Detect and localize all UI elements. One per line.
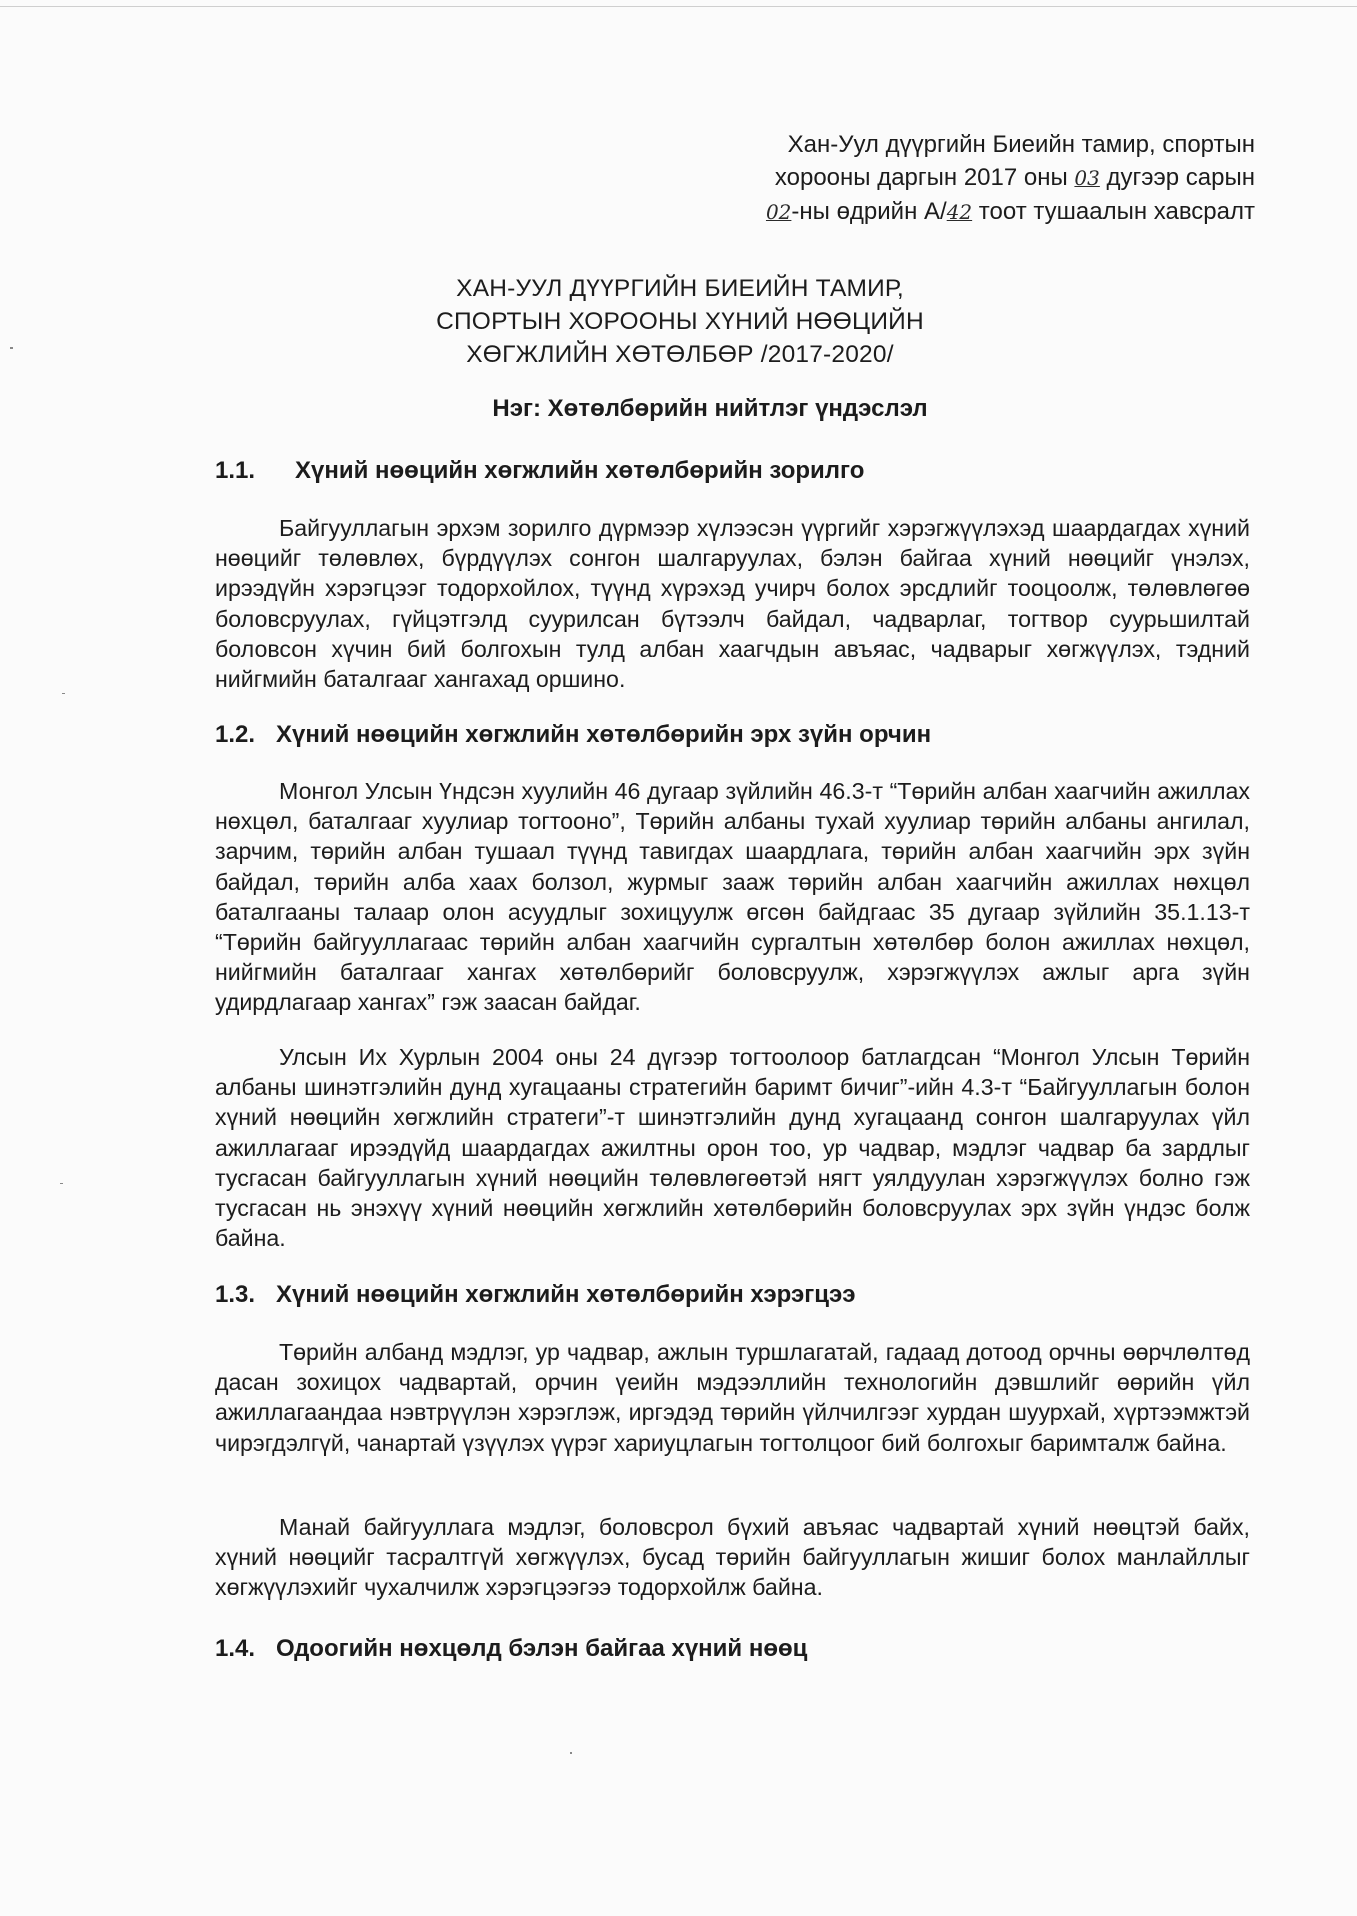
header-text: хорооны даргын 2017 оны [774, 164, 1075, 191]
paragraph: Байгууллагын эрхэм зорилго дүрмээр хүлээсэн үүргийг хэрэгжүүлэхэд шаардагдах хүний нөөцийг төлөвлөх, бүрдүүлэх сонгон шалгаруулах, бэлэн байгаа хүний нөөцийг үнэлэх, ирээдүйн хэрэгцээг тодорхойлох, түүнд хүрэхэд учирч болох эрсдлийг тооцоолж, төлөвлөгөө боловсруулах, гүйцэтгэлд суурилсан бүтээлч байдал, чадварлаг, тогтвор суурьшилтай боловсон хүчин бий болгохын тулд албан хаагчдын авъяас, чадварыг хөгжүүлэх, тэдний нийгмийн баталгааг хангахад оршино. [215, 515, 1250, 693]
section-number: 1.1. [215, 457, 256, 484]
paragraph: Улсын Их Хурлын 2004 оны 24 дүгээр тогтоолоор батлагдсан “Монгол Улсын Төрийн албаны шинэтгэлийн дунд хугацааны стратегийн баримт бичиг”-ийн 4.3-т “Байгууллагын болон хүний нөөцийн хөгжлийн стратеги”-т шинэтгэлийн дунд хугацаанд сонгон шалгаруулах үйл ажиллагааг ирээдүйд шаардагдах ажилтны орон тоо, ур чадвар, мэдлэг чадвар ба зардлыг тусгасан байгууллагын хүний нөөцийн төлөвлөгөөтэй нягт уялдуулан хэрэгжүүлэх болно гэж тусгасан нь энэхүү хүний нөөцийн хөгжлийн хөтөлбөрийн боловсруулах эрх зүйн үндэс болж байна. [215, 1044, 1250, 1252]
handwritten-month: 03 [1074, 166, 1100, 190]
paragraph: Манай байгууллага мэдлэг, боловсрол бүхий авъяас чадвартай хүний нөөцтэй байх, хүний нөөцийг тасралтгүй хөгжүүлэх, бусад төрийн байгууллагын жишиг болох манлайллыг хөгжүүлэхийг чухалчилж хэрэгцээгээ тодорхойлж байна. [215, 1514, 1250, 1601]
scan-speck [62, 693, 65, 694]
header-text: -ны өдрийн А/ [791, 198, 947, 225]
section-number: 1.4. [215, 1635, 256, 1662]
header-text: тоот тушаалын хавсралт [972, 198, 1255, 225]
scan-top-edge [0, 6, 1357, 7]
title-line-1: ХАН-УУЛ ДҮҮРГИЙН БИЕИЙН ТАМИР, [456, 275, 904, 302]
scan-speck [570, 1752, 572, 1754]
document-title [370, 272, 990, 371]
section-heading [215, 1632, 807, 1665]
section-number: 1.2. [215, 721, 256, 748]
paragraph: Төрийн албанд мэдлэг, ур чадвар, ажлын туршлагатай, гадаад дотоод орчны өөрчлөлтөд дасан зохицох чадвартай, орчин үеийн мэдээллийн технологийн дэвшлийг өөрийн үйл ажиллагаандаа нэвтрүүлэн хэрэглэж, иргэдэд төрийн үйлчилгээг хурдан шуурхай, хүртээмжтэй чирэгдэлгүй, чанартай үзүүлэх үүрэг хариуцлагын тогтолцоог бий болгохыг баримталж байна. [215, 1339, 1250, 1456]
header-line-1: Хан-Уул дүүргийн Биеийн тамир, спортын [787, 131, 1255, 158]
section-title: Одоогийн нөхцөлд бэлэн байгаа хүний нөөц [276, 1635, 808, 1662]
section-title: Хүний нөөцийн хөгжлийн хөтөлбөрийн эрх зүйн орчин [276, 721, 932, 748]
header-text: дугээр сарын [1099, 164, 1255, 191]
header-line-3 [766, 195, 1255, 229]
section-heading [215, 454, 864, 487]
paragraph: Монгол Улсын Үндсэн хуулийн 46 дугаар зүйлийн 46.3-т “Төрийн албан хаагчийн ажиллах нөхцөл, баталгааг хуулиар тогтооно”, Төрийн албаны тухай хуулиар төрийн албаны ангилал, зарчим, төрийн албан тушаал түүнд тавигдах шаардлага, төрийн албан хаагчийн эрх зүйн байдал, төрийн алба хаах болзол, журмыг зааж төрийн албан хаагчийн ажиллах нөхцөл баталгааны талаар олон асуудлыг зохицуулж өгсөн байдгаас 35 дугаар зүйлийн 35.1.13-т “Төрийн байгууллагаас төрийн албан хаагчийн сургалтын хөтөлбөр болон ажиллах нөхцөл, нийгмийн баталгааг хангах хөтөлбөрийг боловсруулж, хэрэгжүүлэх ажлыг арга зүйн удирдлагаар хангах” гэж заасан байдаг. [215, 778, 1250, 1016]
section-heading [215, 1278, 856, 1311]
attachment-header [766, 128, 1255, 229]
scan-speck [10, 347, 13, 349]
handwritten-day: 02 [765, 200, 792, 224]
title-line-3: ХӨГЖЛИЙН ХӨТӨЛБӨР /2017-2020/ [466, 341, 894, 368]
section-title: Хүний нөөцийн хөгжлийн хөтөлбөрийн зорилго [295, 457, 865, 484]
section-title: Хүний нөөцийн хөгжлийн хөтөлбөрийн хэрэгцээ [276, 1281, 856, 1308]
section-number: 1.3. [215, 1281, 256, 1308]
section-heading [215, 718, 931, 751]
scan-speck [60, 1183, 63, 1184]
header-line-2 [766, 161, 1255, 195]
title-line-2: СПОРТЫН ХОРООНЫ ХҮНИЙ НӨӨЦИЙН [436, 308, 924, 335]
part-title: Нэг: Хөтөлбөрийн нийтлэг үндэслэл [492, 395, 928, 422]
handwritten-order-number: 42 [946, 200, 973, 224]
